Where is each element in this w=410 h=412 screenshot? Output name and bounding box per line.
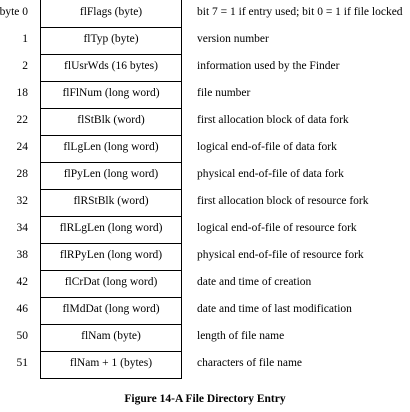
record-field-row (0, 81, 410, 108)
byte-offset-label: 38 (16, 249, 28, 261)
field-description: information used by the Finder (197, 60, 340, 72)
field-name-cell: flNam (byte) (81, 330, 141, 342)
byte-offset-label: 28 (16, 168, 28, 180)
field-name-cell: flFlags (byte) (79, 6, 143, 18)
field-name-cell: flMdDat (long word) (62, 303, 160, 315)
figure-caption: Figure 14-A File Directory Entry (124, 393, 286, 405)
field-separator-line (40, 243, 182, 244)
field-description: physical end-of-file of resource fork (197, 249, 364, 261)
field-name-cell: flNam + 1 (bytes) (69, 357, 153, 369)
byte-offset-label: 51 (16, 357, 28, 369)
field-description: first allocation block of data fork (197, 114, 349, 126)
byte-offset-label: 18 (16, 87, 28, 99)
byte-offset-label: 42 (16, 276, 28, 288)
field-description: bit 7 = 1 if entry used; bit 0 = 1 if file locked (197, 6, 403, 18)
field-name-cell: flRPyLen (long word) (59, 249, 163, 261)
record-field-row (0, 54, 410, 81)
field-separator-line (40, 189, 182, 190)
field-description: length of file name (197, 330, 285, 342)
byte-offset-label: byte 0 (0, 6, 28, 18)
byte-offset-label: 2 (22, 60, 28, 72)
field-description: physical end-of-file of data fork (197, 168, 344, 180)
field-separator-line (40, 81, 182, 82)
field-description: first allocation block of resource fork (197, 195, 369, 207)
record-field-row (0, 0, 410, 27)
field-description: logical end-of-file of data fork (197, 141, 337, 153)
record-field-row (0, 108, 410, 135)
field-separator-line (40, 324, 182, 325)
field-separator-line (40, 351, 182, 352)
field-name-cell: flStBlk (word) (77, 114, 145, 126)
record-field-row (0, 324, 410, 351)
record-field-row (0, 270, 410, 297)
byte-offset-label: 34 (16, 222, 28, 234)
field-description: file number (197, 87, 251, 99)
byte-offset-label: 50 (16, 330, 28, 342)
field-name-cell: flFlNum (long word) (62, 87, 160, 99)
byte-offset-label: 46 (16, 303, 28, 315)
field-separator-line (40, 108, 182, 109)
byte-offset-label: 22 (16, 114, 28, 126)
record-field-row (0, 243, 410, 270)
field-name-cell: flRLgLen (long word) (59, 222, 163, 234)
byte-offset-label: 1 (22, 33, 28, 45)
field-name-cell: flCrDat (long word) (64, 276, 158, 288)
field-separator-line (40, 270, 182, 271)
field-separator-line (40, 54, 182, 55)
record-field-row (0, 297, 410, 324)
field-separator-line (40, 135, 182, 136)
record-field-row (0, 351, 410, 378)
field-name-cell: flLgLen (long word) (63, 141, 159, 153)
field-name-cell: flUsrWds (16 bytes) (64, 60, 158, 72)
field-separator-line (40, 162, 182, 163)
byte-offset-label: 32 (16, 195, 28, 207)
field-separator-line (40, 297, 182, 298)
field-separator-line (40, 27, 182, 28)
field-separator-line (40, 216, 182, 217)
record-field-row (0, 162, 410, 189)
record-field-row (0, 27, 410, 54)
field-description: characters of file name (197, 357, 303, 369)
record-field-row (0, 189, 410, 216)
field-description: date and time of creation (197, 276, 312, 288)
field-name-cell: flRStBlk (word) (73, 195, 149, 207)
field-description: logical end-of-file of resource fork (197, 222, 357, 234)
record-field-row (0, 216, 410, 243)
byte-offset-label: 24 (16, 141, 28, 153)
field-description: version number (197, 33, 269, 45)
field-name-cell: flPyLen (long word) (63, 168, 159, 180)
field-description: date and time of last modification (197, 303, 352, 315)
record-field-row (0, 135, 410, 162)
field-name-cell: flTyp (byte) (83, 33, 139, 45)
